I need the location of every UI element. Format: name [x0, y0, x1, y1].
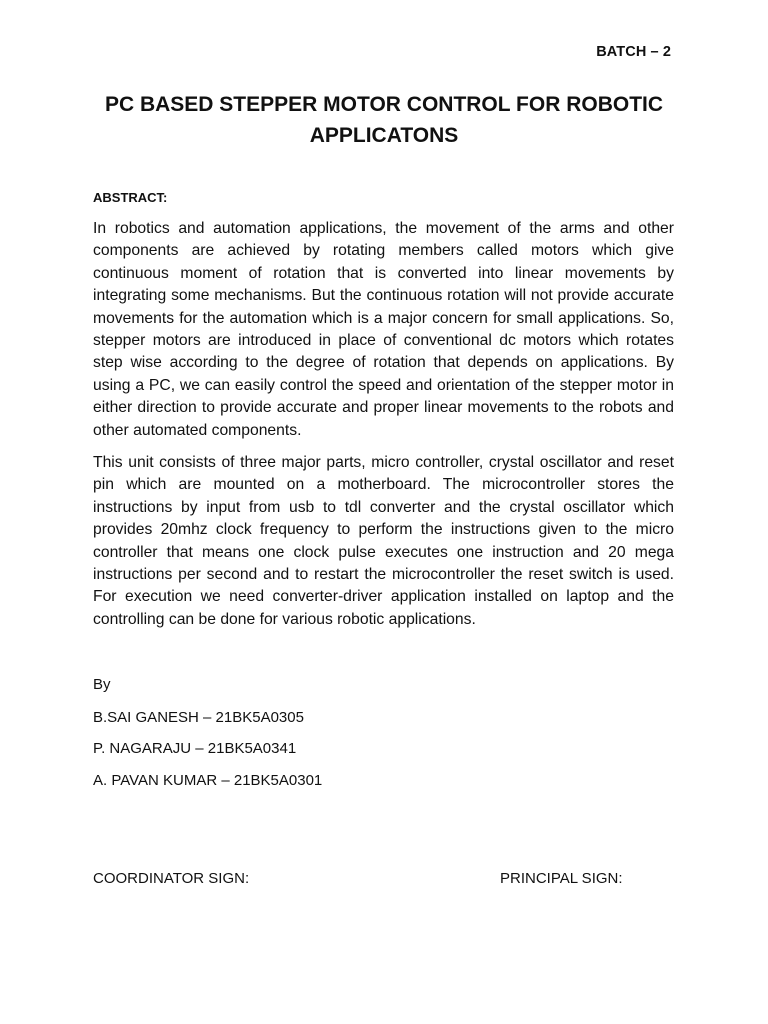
abstract-paragraph-1: In robotics and automation applications, the movement of the arms and other components are achieved by rotating members called motors which give continuous moment of rotation that is converted into linear movements by integrating some mechanisms. But the continuous rotation will not provide accurate movements for the automation which is a major concern for small applications. So, stepper motors are introduced in place of conventional dc motors which rotates step wise according to the degree of rotation that depends on applications. By using a PC, we can easily control the speed and orientation of the stepper motor in either direction to provide accurate and proper linear movements to the robots and other automated components. — [93, 220, 674, 439]
abstract-paragraph-2: This unit consists of three major parts, micro controller, crystal oscillator and reset pin which are mounted on a motherboard. The microcontroller stores the instructions by input from usb to tdl converter and the crystal oscillator which provides 20mhz clock frequency to perform the instructions given to the micro controller that means one clock pulse executes one instruction and 20 mega instructions per second and to restart the microcontroller the reset switch is used. For execution we need converter-driver application installed on laptop and the controlling can be done for various robotic applications. — [93, 454, 674, 628]
batch-label: BATCH – 2 — [596, 44, 671, 60]
coordinator-sign-label: COORDINATOR SIGN: — [93, 870, 250, 887]
author-1: B.SAI GANESH – 21BK5A0305 — [93, 709, 304, 726]
author-3: A. PAVAN KUMAR – 21BK5A0301 — [93, 772, 323, 789]
document-title: PC BASED STEPPER MOTOR CONTROL FOR ROBOTIC APPLICATONS — [104, 93, 664, 147]
by-label: By — [93, 676, 111, 693]
abstract-heading: ABSTRACT: — [93, 190, 168, 205]
author-2: P. NAGARAJU – 21BK5A0341 — [93, 740, 297, 757]
principal-sign-label: PRINCIPAL SIGN: — [500, 870, 623, 887]
